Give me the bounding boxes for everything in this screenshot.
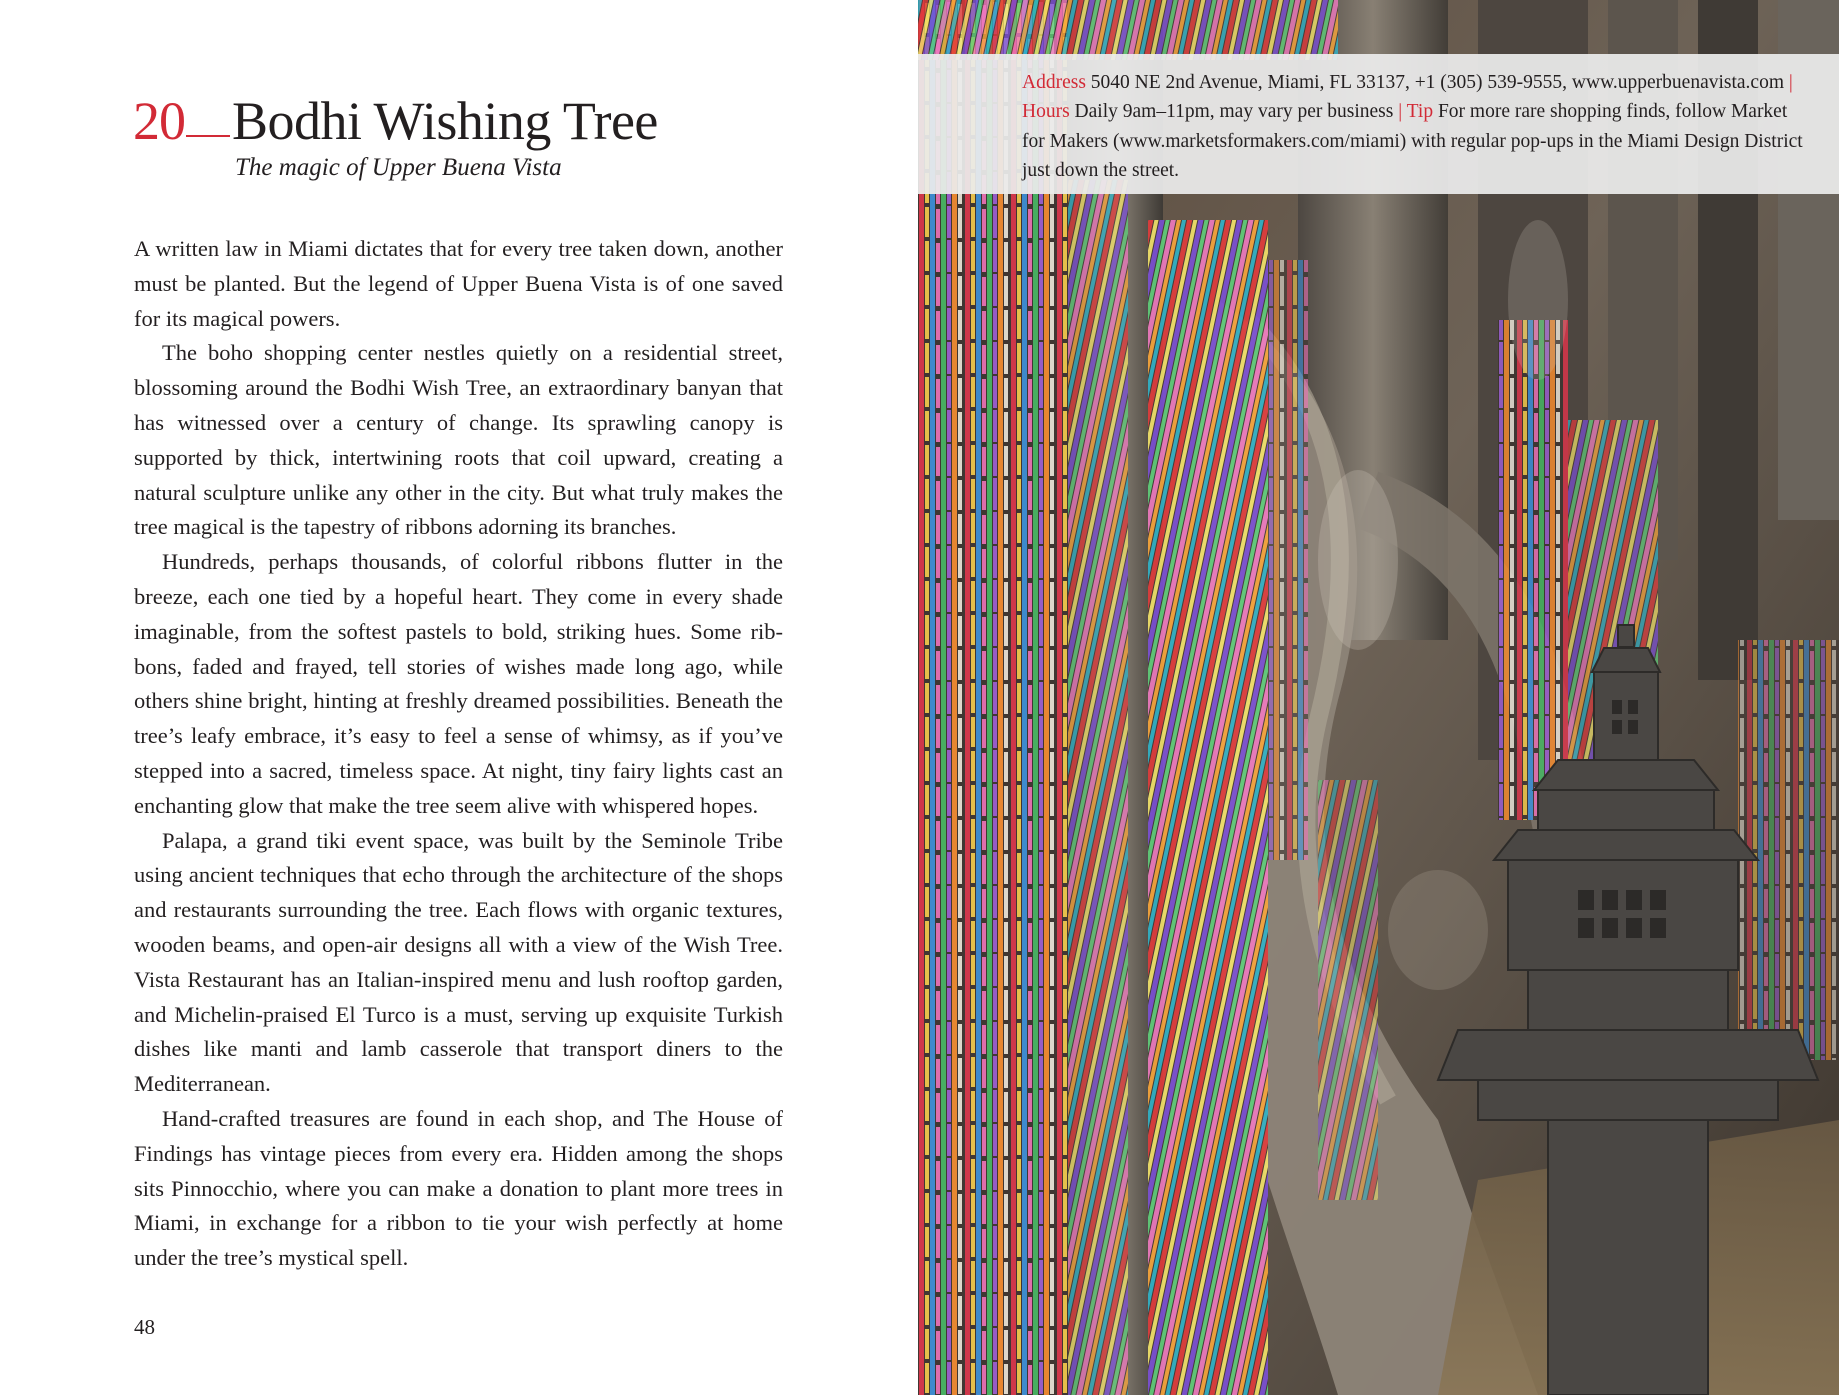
body-paragraph: The boho shopping center nestles quietly on a residential street, blossoming around the Bodhi Wish Tree, an extraordinary banyan that has witnessed over a century of change. Its sprawling canopy is supported by thick, intertwining roots that coil upward, creating a natural sculpture unlike any other in the city. But what truly makes the tree magical is the tapestry of ribbons adorning its branches. bbox=[134, 340, 783, 540]
chapter-title: Bodhi Wishing Tree bbox=[232, 91, 658, 151]
info-box bbox=[918, 54, 1839, 194]
chapter-number: 20 bbox=[133, 91, 185, 151]
body-text bbox=[134, 232, 783, 1276]
chapter-subtitle: The magic of Upper Buena Vista bbox=[235, 154, 562, 181]
address-value: 5040 NE 2nd Avenue, Miami, FL 33137, +1 (305) 539-9555, www.upperbuenavista.com bbox=[1090, 72, 1785, 93]
left-page bbox=[0, 0, 918, 1395]
info-separator: | bbox=[1788, 72, 1793, 93]
body-paragraph: Hand-crafted treasures are found in each shop, and The House of Findings has vintage pieces from every era. Hidden among the shops sits Pinnocchio, where you can make a donation to plant more trees in Miami, in exchange for a ribbon to tie your wish perfectly at home under the tree’s mystical spell. bbox=[134, 1105, 783, 1271]
body-paragraph: Hundreds, perhaps thousands, of colorful ribbons flutter in the breeze, each one tied by a hopeful heart. They come in every shade imaginable, from the softest pastels to bold, striking hues. Some ribbons, faded and frayed, tell stories of wishes made long ago, while others shine bright, hinting at freshly dreamed possibilities. Beneath the tree’s leafy embrace, it’s easy to feel a sense of whimsy, as if you’ve stepped into a sacred, timeless space. At night, tiny fairy lights cast an enchanting glow that make the tree seem alive with whispered hopes. bbox=[134, 549, 783, 818]
page-number: 48 bbox=[134, 1315, 155, 1339]
chapter-separator-rule bbox=[186, 135, 230, 137]
body-paragraph: A written law in Miami dictates that for every tree taken down, another must be planted. But the legend of Upper Buena Vista is of one saved for its magical powers. bbox=[134, 236, 783, 331]
info-text bbox=[1022, 68, 1807, 186]
tip-label: Tip bbox=[1406, 101, 1434, 123]
hours-value: Daily 9am–11pm, may vary per business bbox=[1074, 101, 1394, 123]
hours-label: Hours bbox=[1022, 101, 1070, 123]
tree-photo bbox=[918, 0, 1839, 1395]
address-label: Address bbox=[1022, 72, 1086, 93]
info-separator: | bbox=[1398, 101, 1403, 123]
chapter-heading bbox=[133, 90, 658, 152]
right-page bbox=[918, 0, 1839, 1395]
body-paragraph: Palapa, a grand tiki event space, was built by the Seminole Tribe using ancient techniques that echo through the architecture of the shops and restaurants surrounding the tree. Each flows with organic textures, wooden beams, and open-air designs all with a view of the Wish Tree. Vista Restaurant has an Italian-inspired menu and lush rooftop garden, and Michelin-praised El Turco is a must, serving up exquisite Turkish dishes like manti and lamb casserole that transport diners to the Mediterranean. bbox=[134, 827, 783, 1097]
tip-value: For more rare shopping finds, follow Market for Makers (www.marketsformakers.com/miami) with regular pop-ups in the Miami Design District just down the street. bbox=[1022, 101, 1803, 182]
